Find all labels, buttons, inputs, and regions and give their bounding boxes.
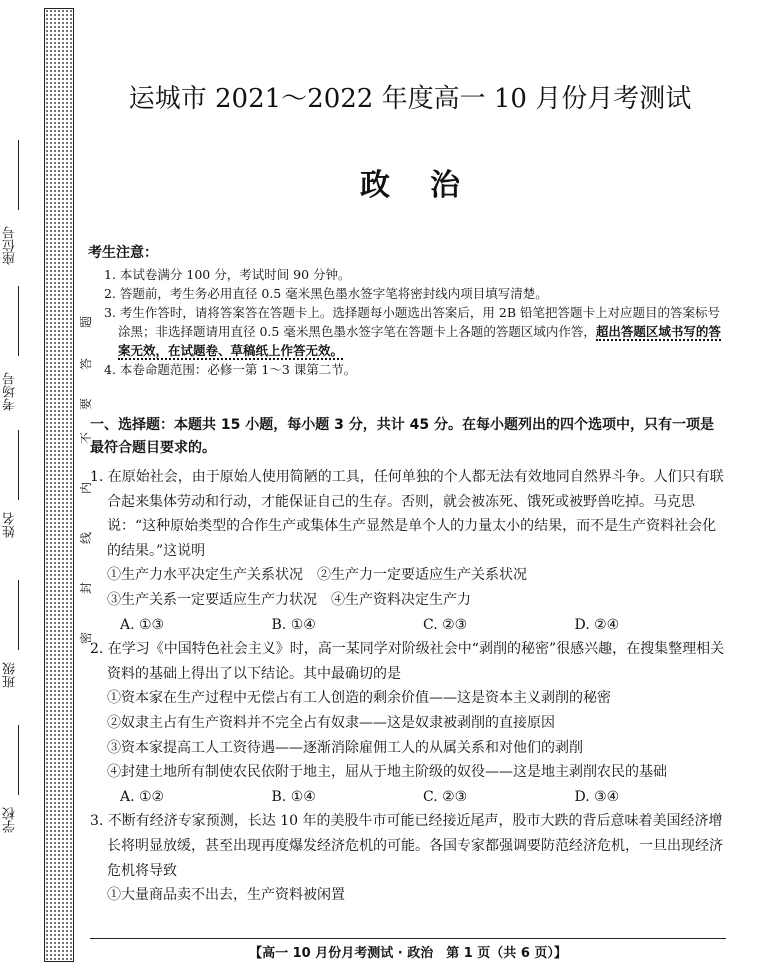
school-label: 学校 bbox=[3, 807, 18, 833]
name-label: 姓名 bbox=[3, 512, 18, 538]
question-item: ①大量商品卖不出去，生产资料被闲置 bbox=[107, 887, 345, 904]
name-line bbox=[18, 430, 19, 500]
answer-option: D. ③④ bbox=[574, 788, 620, 805]
answer-option: D. ②④ bbox=[574, 616, 620, 633]
section-heading-text: 一、选择题：本题共 15 小题，每小题 3 分，共计 45 分。在每小题列出的四个选项中，只有一项是最符合题目要求的。 bbox=[90, 417, 714, 456]
notice-title: 考生注意： bbox=[88, 245, 158, 261]
seat-number-label: 座位号 bbox=[3, 226, 18, 266]
exam-room-line bbox=[18, 286, 19, 356]
notice-item bbox=[88, 303, 726, 360]
class-line bbox=[18, 580, 19, 650]
exam-notice bbox=[88, 244, 726, 379]
seal-char: 线 bbox=[79, 532, 93, 545]
notice-item-text: 3. 考生作答时，请将答案答在答题卡上。选择题每小题选出答案后，用 2B 铅笔把答题卡上对应题目的答案标号涂黑；非选择题请用直径 0.5 毫米黑色墨水签字笔在答题卡上各题的答题区域内作答， bbox=[104, 305, 720, 339]
question-item: ④封建土地所有制使农民依附于地主，屈从于地主阶级的奴役——这是地主剥削农民的基础 bbox=[107, 764, 667, 781]
exam-title: 运城市 2021～2022 年度高一 10 月份月考测试 bbox=[128, 84, 692, 114]
question-item: ①生产力水平决定生产关系状况 ②生产力一定要适应生产关系状况 bbox=[107, 567, 527, 584]
question bbox=[90, 637, 726, 809]
binding-strip bbox=[44, 8, 74, 962]
question-item: ②奴隶主占有生产资料并不完全占有奴隶——这是奴隶被剥削的直接原因 bbox=[107, 714, 555, 731]
question-item: ③生产关系一定要适应生产力状况 ④生产资料决定生产力 bbox=[107, 591, 471, 608]
class-label: 班级 bbox=[3, 662, 18, 688]
question-stem: 2. 在学习《中国特色社会主义》时，高一某同学对阶级社会中“剥削的秘密”很感兴趣，在搜集整理相关资料的基础上得出了以下结论。其中最确切的是 bbox=[90, 641, 725, 682]
seal-char: 密 bbox=[79, 632, 93, 645]
seal-char: 不 bbox=[79, 432, 93, 445]
seal-char: 内 bbox=[79, 482, 93, 495]
school-line bbox=[18, 725, 19, 795]
subject-title: 政治 bbox=[360, 168, 500, 203]
answer-option: C. ②③ bbox=[423, 788, 468, 805]
seal-char: 题 bbox=[79, 316, 93, 329]
notice-item: 1. 本试卷满分 100 分，考试时间 90 分钟。 bbox=[104, 267, 351, 282]
question bbox=[90, 465, 726, 637]
notice-emphasis: 超出答题区域书写的答案无效，在试题卷、草稿纸上作答无效。 bbox=[118, 324, 721, 358]
section-heading bbox=[90, 414, 726, 460]
seal-char: 封 bbox=[79, 582, 93, 595]
answer-option: A. ①② bbox=[120, 788, 165, 805]
answer-option: B. ①④ bbox=[271, 616, 316, 633]
exam-room-label: 考场号 bbox=[3, 372, 18, 412]
question-item: ①资本家在生产过程中无偿占有工人创造的剩余价值——这是资本主义剥削的秘密 bbox=[107, 690, 611, 707]
answer-options bbox=[90, 785, 726, 810]
answer-option: C. ②③ bbox=[423, 616, 468, 633]
notice-item: 2. 答题前，考生务必用直径 0.5 毫米黑色墨水签字笔将密封线内项目填写清楚。 bbox=[104, 286, 548, 301]
answer-option: A. ①③ bbox=[120, 616, 165, 633]
answer-options bbox=[90, 613, 726, 638]
question bbox=[90, 809, 726, 907]
question-list bbox=[90, 465, 726, 908]
answer-option: B. ①④ bbox=[271, 788, 316, 805]
page-footer: 【高一 10 月份月考测试 · 政治 第 1 页（共 6 页）】 bbox=[90, 938, 726, 961]
seal-char: 要 bbox=[79, 398, 93, 411]
question-stem: 3. 不断有经济专家预测，长达 10 年的美股牛市可能已经接近尾声，股市大跌的背后意味着美国经济增长将明显放缓，甚至出现再度爆发经济危机的可能。各国专家都强调要防范经济危机，一旦出现经济危机将导致 bbox=[90, 813, 723, 879]
seal-char: 答 bbox=[79, 358, 93, 371]
notice-item: 4. 本卷命题范围：必修一第 1～3 课第二节。 bbox=[104, 362, 357, 377]
seat-number-line bbox=[18, 140, 19, 210]
question-item: ③资本家提高工人工资待遇——逐渐消除雇佣工人的从属关系和对他们的剥削 bbox=[107, 739, 583, 756]
question-stem: 1. 在原始社会，由于原始人使用简陋的工具，任何单独的个人都无法有效地同自然界斗争。人们只有联合起来集体劳动和行动，才能保证自己的生存。否则，就会被冻死、饿死或被野兽吃掉。马克思说：“这种原始类型的合作生产或集体生产显然是单个人的力量太小的结果，而不是生产资料社会化的结果。”这说明 bbox=[90, 469, 724, 559]
